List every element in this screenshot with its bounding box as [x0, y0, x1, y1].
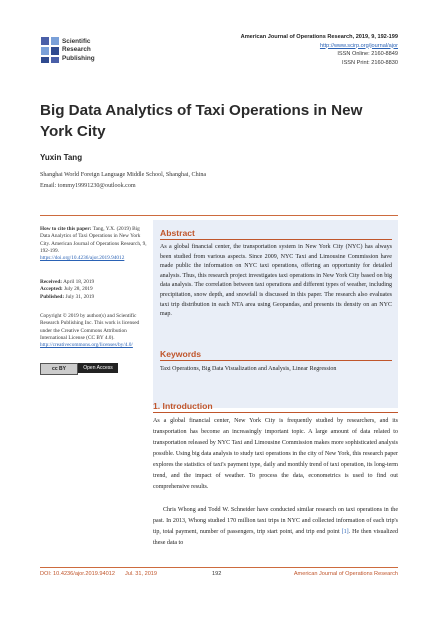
cc-license-badge[interactable]: cc BY: [40, 363, 78, 375]
publisher-line: Scientific: [62, 38, 91, 45]
footer-date: Jul. 31, 2019: [125, 571, 158, 577]
published-label: Published:: [40, 293, 65, 300]
affiliation-block: [40, 170, 206, 192]
header-divider: [40, 215, 398, 216]
publisher-name: [62, 38, 95, 63]
page-number: 192: [212, 571, 222, 577]
abstract-heading: Abstract: [160, 228, 195, 238]
email: Email: tommy19991230@outlook.com: [40, 183, 136, 189]
copyright-text: Copyright © 2019 by author(s) and Scientific Research Publishing Inc. This work is licensed under the Creative Commons Attribution International License (CC BY 4.0).: [40, 313, 140, 341]
citation-block: [40, 226, 148, 262]
intro-paragraph: As a global financial center, New York City is frequently studied by researchers, and its transportation has become an increasingly important topic. A large amount of data related to transportation released by NYC Taxi and Limousine Commission makes more sophisticated analysis possible. Using big data analysis to study taxi operations in the city of New York, this research paper explores the statistics of taxi's payment type, daily and monthly trend of taxi operation, its long-term trend, and the impact of weather. To process the data, econometrics is used to find out comprehensive results.: [153, 418, 398, 490]
journal-url-link[interactable]: http://www.scirp.org/journal/ajor: [319, 42, 398, 49]
journal-citation: American Journal of Operations Research, 2019, 9, 192-199: [240, 34, 398, 40]
keywords-divider: [160, 360, 392, 361]
accepted-label: Accepted:: [40, 286, 63, 293]
intro-paragraph: [153, 505, 398, 549]
footer-doi: DOI: 10.4236/ajor.2019.94012: [40, 571, 115, 577]
intro-text: . He then visualized these data to: [153, 529, 398, 546]
footer-journal: American Journal of Operations Research: [293, 571, 398, 577]
doi-link[interactable]: https://doi.org/10.4236/ajor.2019.94012: [40, 255, 125, 262]
journal-info: [241, 33, 398, 67]
issn-online: ISSN Online: 2160-8849: [337, 51, 398, 58]
dates-block: [40, 279, 148, 301]
author-name: Yuxin Tang: [40, 153, 83, 162]
received-date: April 18, 2019: [63, 279, 95, 285]
introduction-divider: [153, 412, 398, 413]
paper-title: Big Data Analytics of Taxi Operations in New York City: [40, 102, 363, 140]
footer-divider: [40, 567, 398, 568]
issn-print: ISSN Print: 2160-8830: [342, 59, 398, 66]
publisher-logo-icon: [40, 36, 60, 64]
abstract-text: As a global financial center, the transportation system in New York City (NYC) has always been studied from various aspects. Since 2009, NYC Taxi and Limousine Commission have made public the information on NYC taxi operations, offering an opportunity for detailed analysis. Thus, this research project investigates taxi operations in New York City based on big data analysis. The correlation between taxi operations and different types of weather, including precipitation, snow depth, and snowfall is discussed in this paper. The research also evaluates taxi trip distribution in each NTA area using Geopandas, and presents its density on an NYC map.: [160, 244, 392, 318]
cite-text: Tang, Y.X. (2019) Big Data Analytics of Taxi Operations in New York City. American Journal of Operations Research, 9, 192-199.: [40, 226, 147, 254]
intro-text: Chris Whong and Todd W. Schneider have conducted similar research on taxi operations in the past. In 2013, Whong studied 170 million taxi trips in NYC and collected information of each trip's tip, total payment, number of passengers, trip start point, and trip end point: [153, 507, 398, 535]
open-access-badge: Open Access: [78, 363, 118, 373]
keywords-heading: Keywords: [160, 349, 202, 359]
published-date: July 31, 2019: [65, 293, 95, 300]
reference-link[interactable]: [1]: [341, 529, 349, 535]
cite-label: How to cite this paper:: [40, 226, 92, 232]
publisher-line: Publishing: [62, 54, 95, 62]
license-link[interactable]: http://creativecommons.org/licenses/by/4.0/: [40, 342, 133, 349]
affiliation: Shanghai World Foreign Language Middle School, Shanghai, China: [40, 172, 207, 178]
introduction-heading: 1. Introduction: [153, 401, 213, 411]
abstract-divider: [160, 239, 392, 240]
received-label: Received:: [40, 279, 63, 285]
publisher-line: Research: [62, 46, 91, 54]
keywords-text: Taxi Operations, Big Data Visualization and Analysis, Linear Regression: [160, 366, 337, 372]
accepted-date: July 28, 2019: [63, 286, 93, 293]
copyright-block: [40, 313, 148, 349]
